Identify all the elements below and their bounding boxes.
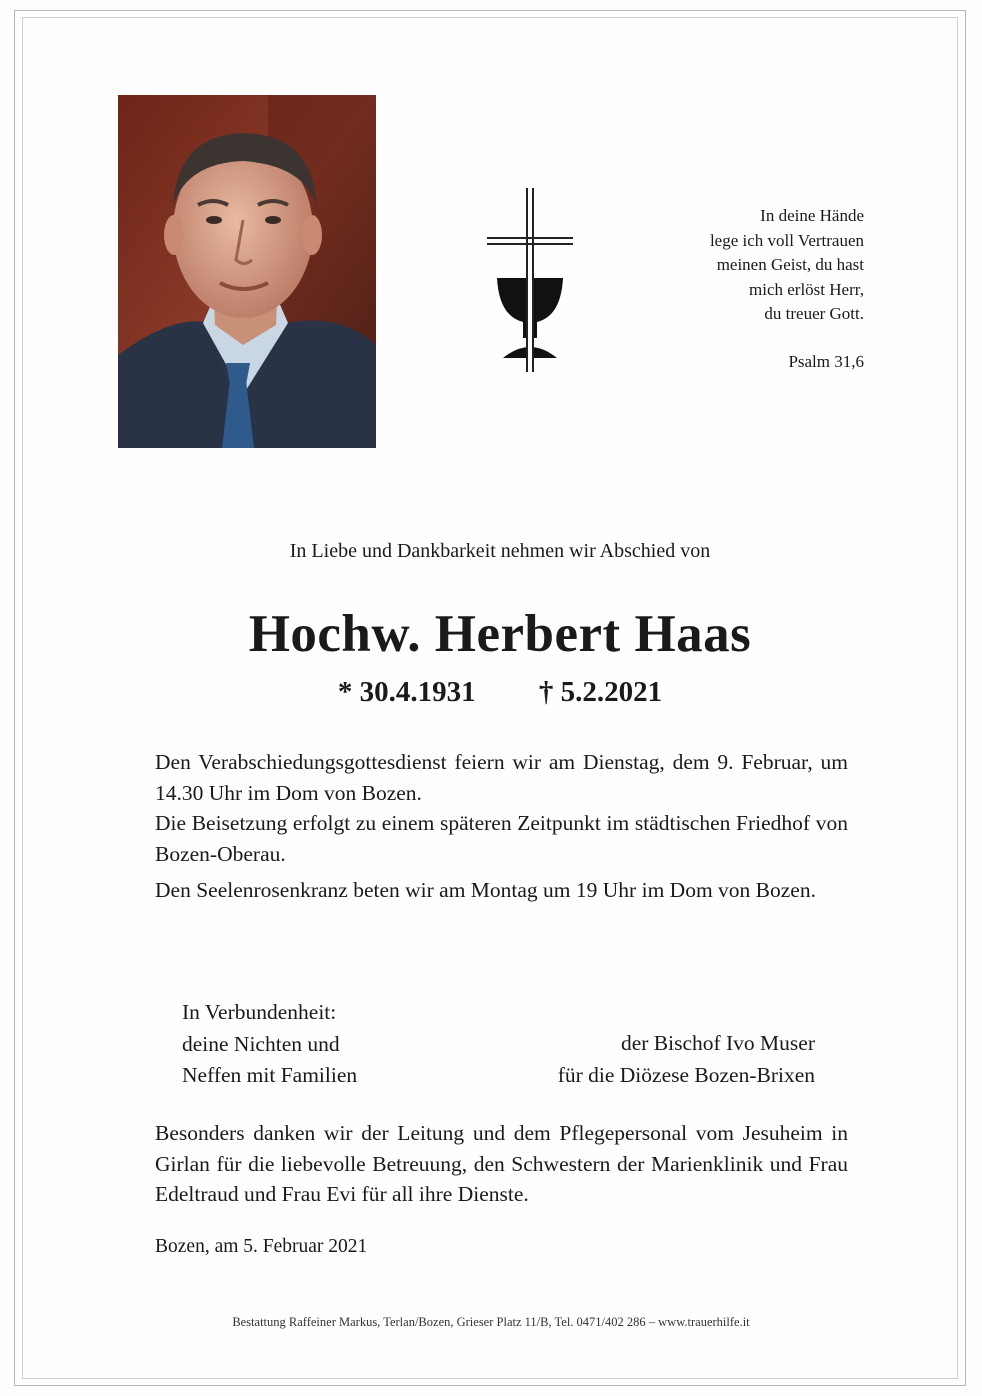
deceased-name: Hochw. Herbert Haas: [248, 605, 752, 663]
paragraph-service: Den Verabschiedungsgottesdienst feiern wir am Dienstag, dem 9. Februar, um 14.30 Uhr im Dom von Bozen.: [155, 750, 848, 805]
psalm-line: lege ich voll Vertrauen: [709, 230, 864, 250]
birth-date: * 30.4.1931: [337, 676, 476, 708]
life-dates: [0, 676, 982, 709]
psalm-line: mich erlöst Herr,: [749, 279, 864, 299]
paragraph-burial: Die Beisetzung erfolgt zu einem späteren Zeitpunkt im städtischen Friedhof von Bozen-Oberau.: [155, 811, 848, 866]
thanks-paragraph: Besonders danken wir der Leitung und dem Pflegepersonal vom Jesuheim in Girlan für die liebevolle Betreuung, den Schwestern der Marienklinik und Frau Edeltraud und Frau Evi für all ihre Dienste.: [155, 1121, 848, 1206]
portrait-photo: [118, 95, 376, 448]
signature-bishop: [558, 1028, 815, 1091]
paragraph-rosary: Den Seelenrosenkranz beten wir am Montag um 19 Uhr im Dom von Bozen.: [155, 878, 816, 902]
signature-line: In Verbundenheit:: [182, 1000, 337, 1024]
signature-line: Neffen mit Familien: [182, 1063, 358, 1087]
intro-line: In Liebe und Dankbarkeit nehmen wir Abschied von: [289, 540, 711, 562]
cross-chalice-icon: [485, 188, 575, 372]
psalm-line: meinen Geist, du hast: [716, 255, 864, 274]
psalm-line: du treuer Gott.: [764, 304, 864, 323]
funeral-home-footer: Bestattung Raffeiner Markus, Terlan/Bozen, Grieser Platz 11/B, Tel. 0471/402 286 – www.trauerhilfe.it: [232, 1315, 750, 1329]
psalm-line: In deine Hände: [760, 206, 864, 225]
signature-line: deine Nichten und: [182, 1031, 340, 1056]
psalm-quote: [600, 204, 864, 374]
psalm-reference: Psalm 31,6: [788, 351, 864, 371]
death-date: † 5.2.2021: [538, 676, 663, 708]
signature-family: [182, 997, 357, 1092]
signature-line: der Bischof Ivo Muser: [620, 1031, 815, 1055]
signature-line: für die Diözese Bozen-Brixen: [557, 1062, 815, 1087]
place-date: Bozen, am 5. Februar 2021: [155, 1236, 368, 1257]
service-details: [155, 747, 848, 912]
